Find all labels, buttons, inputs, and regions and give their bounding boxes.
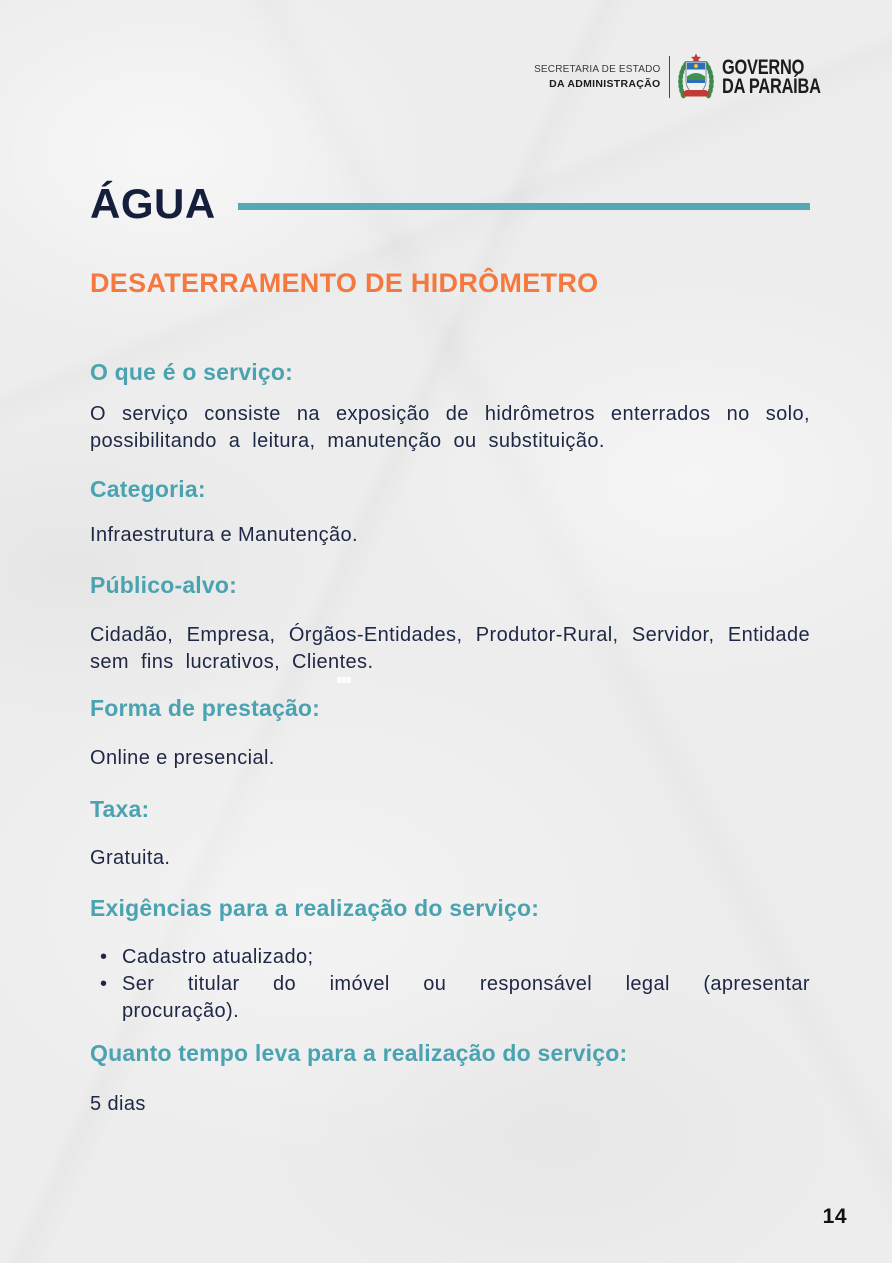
page-title: ÁGUA [90,180,216,227]
section-body-what-is: O serviço consiste na exposição de hidrômetros enterrados no solo, possibilitando a leitura, manutenção ou substituição. [90,403,810,452]
section-body-duration: 5 dias [90,1093,146,1115]
white-dash-artifact [337,677,351,683]
section-heading-target-audience: Público-alvo: [90,572,238,598]
category-title-row [90,181,810,227]
government-line1: GOVERNO [721,56,804,79]
requirement-item: • Ser titular do imóvel ou responsável legal (apresentar procuração). [90,971,810,1025]
requirements-list [90,944,810,1025]
title-rule [238,203,810,210]
section-body-fee: Gratuita. [90,847,171,869]
requirement-item: • Cadastro atualizado; [90,944,810,971]
section-heading-what-is: O que é o serviço: [90,359,293,385]
section-body-category: Infraestrutura e Manutenção. [90,524,359,546]
secretariat-line1: SECRETARIA DE ESTADO [534,64,661,75]
section-heading-duration: Quanto tempo leva para a realização do serviço: [90,1040,628,1066]
government-header [534,53,848,101]
government-name [722,58,821,96]
government-line2: DA PARAÍBA [721,75,821,98]
section-heading-requirements: Exigências para a realização do serviço: [90,895,540,921]
header-divider [669,56,670,98]
section-body-target-audience: Cidadão, Empresa, Órgãos-Entidades, Produtor-Rural, Servidor, Entidade sem fins lucrativos, Clientes. [90,624,810,673]
section-heading-fee: Taxa: [90,796,150,822]
section-heading-category: Categoria: [90,476,206,502]
page-number: 14 [822,1205,847,1228]
paraiba-coat-of-arms-icon [676,53,716,101]
secretariat-block [534,64,660,90]
section-body-delivery-mode: Online e presencial. [90,747,275,769]
secretariat-line2: DA ADMINISTRAÇÃO [549,78,661,90]
section-heading-delivery-mode: Forma de prestação: [90,695,321,721]
service-title: DESATERRAMENTO DE HIDRÔMETRO [90,268,599,298]
